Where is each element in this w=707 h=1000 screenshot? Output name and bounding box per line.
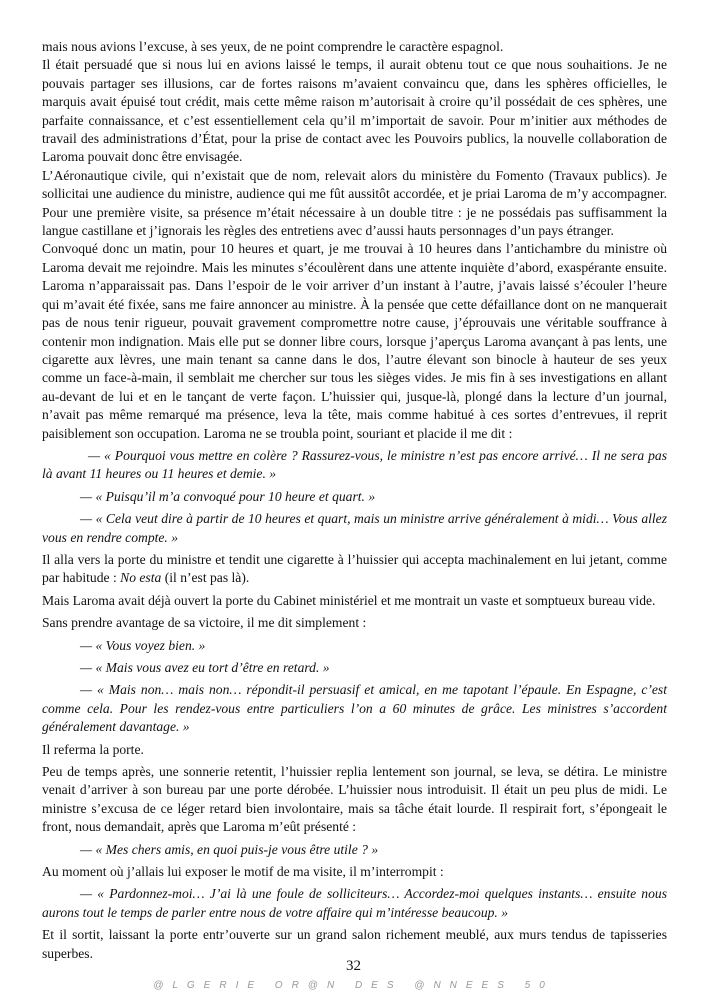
paragraph: mais nous avions l’excuse, à ses yeux, de ne point comprendre le caractère espagnol. xyxy=(42,39,504,54)
paragraph: Il était persuadé que si nous lui en avions laissé le temps, il aurait obtenu tout ce que nous souhaitions. Je ne pouvais partager ses illusions, car de fortes raisons m’avaient convaincu que, dans les sphères officielles, le marquis avait épuisé tout crédit, mais cette même raison m’autorisait à croire qu’il possédait de ces sphères, une parfaite connaissance, et c’est essentiellement cela qu’il m’importait de savoir. Pour m’initier aux méthodes de travail des administrations d’État, pour la prise de contact avec les Pouvoirs publics, la nouvelle collaboration de Laroma pouvait donc être envisagée. xyxy=(42,57,667,165)
paragraph: Au moment où j’allais lui exposer le motif de ma visite, il m’interrompit : xyxy=(42,864,444,880)
dialogue-quote: — « Mais vous avez eu tort d’être en retard. » xyxy=(80,660,330,675)
paragraph xyxy=(42,551,667,588)
dialogue-quote: — « Puisqu’il m’a convoqué pour 10 heure et quart. » xyxy=(80,488,376,504)
paragraph: Il referma la porte. xyxy=(42,741,144,757)
dialogue-quote: — « Pardonnez-moi… J’ai là une foule de solliciteurs… Accordez-moi quelques instants… ensuite nous aurons tout le temps de parler entre nous de votre affaire qui m’intéresse beaucoup. » xyxy=(42,886,667,920)
paragraph: L’Aéronautique civile, qui n’existait que de nom, relevait alors du ministère du Fomento (Travaux publics). Je sollicitai une audience du ministre, audience qui me fût aussitôt accordée, et je priai Laroma de m’y accompagner. Pour une première visite, sa présence m’était nécessaire à un double titre : je ne possédais pas suffisamment la langue castillane et j’ignorais les règles des entretiens avec d’aussi hauts personnages d’un pays étranger. xyxy=(42,167,667,239)
paragraph: Peu de temps après, une sonnerie retentit, l’huissier replia lentement son journal, se leva, se détira. Le ministre venait d’arriver à son bureau par une porte dérobée. L’huissier nous introduisit. Il était un peu plus de midi. Le ministre s’excusa de ce léger retard bien involontaire, mais sa tâche était lourde. Il respirait fort, s’épongeait le front, nous demandait, après que Laroma m’eût présenté : xyxy=(42,764,667,835)
paragraph-text: (il n’est pas là). xyxy=(161,570,250,586)
dialogue-quote: — « Mais non… mais non… répondit-il persuasif et amical, en me tapotant l’épaule. En Espagne, c’est comme cela. Pour les rendez-vous entre particuliers l’on a 60 minutes de grâce. Les ministres s’accordent généralement davantage. » xyxy=(42,682,667,735)
paragraph: Sans prendre avantage de sa victoire, il me dit simplement : xyxy=(42,615,367,631)
page-number: 32 xyxy=(346,958,361,974)
paragraph: Et il sortit, laissant la porte entr’ouverte sur un grand salon richement meublé, aux murs tendus de tapisseries superbes. xyxy=(42,927,667,961)
spanish-phrase: No esta xyxy=(120,570,162,586)
dialogue-quote: — « Vous voyez bien. » xyxy=(80,637,206,653)
footer-watermark: @LGERIE OR@N DES @NNEES 50 xyxy=(153,980,554,991)
dialogue-quote: — « Mes chers amis, en quoi puis-je vous être utile ? » xyxy=(80,841,379,857)
dialogue-quote: — « Pourquoi vous mettre en colère ? Rassurez-vous, le ministre n’est pas encore arrivé… Il ne sera pas là avant 11 heures ou 11 heures et demie. » xyxy=(42,447,667,482)
paragraph-text: Il alla vers la porte du ministre et tendit une cigarette à l’huissier qui accepta machinalement en lui jetant, comme par habitude : xyxy=(42,551,667,586)
paragraph: Convoqué donc un matin, pour 10 heures et quart, je me trouvai à 10 heures dans l’antichambre du ministre où Laroma devait me rejoindre. Mais les minutes s’écoulèrent dans une attente inquiète d’abord, exaspérante ensuite. Laroma n’apparaissait pas. Dans l’espoir de le voir arriver d’un instant à l’autre, j’avais laissé s’écouler l’heure qui m’avait été fixée, sans me faire annoncer au ministre. À la pensée que cette défaillance dont on ne manquerait pas de nous tenir rigueur, pouvait gravement compromettre notre cause, j’éprouvais une véritable souffrance à contenir mon indignation. Mais elle put se donner libre cours, lorsque j’aperçus Laroma avançant à pas lents, une cigarette aux lèvres, une main tenant sa canne dans le dos, l’autre élevant son binocle à hauteur de ses yeux comme un face-à-main, il semblait me chercher sur tous les sièges vides. Je mis fin à ses investigations en allant au-devant de lui et en le tançant de verte façon. L’huissier qui, jusque-là, plongé dans la lecture d’un journal, n’avait pas même remarqué ma présence, leva la tête, mais comme habitué à ces sortes d’entrevues, il reprit paisiblement son occupation. Laroma ne se troubla point, souriant et placide il me dit : xyxy=(42,241,667,441)
body-text xyxy=(42,38,667,963)
paragraph: Mais Laroma avait déjà ouvert la porte du Cabinet ministériel et me montrait un vaste et somptueux bureau vide. xyxy=(42,592,656,608)
dialogue-quote: — « Cela veut dire à partir de 10 heures et quart, mais un ministre arrive généralement à midi… Vous allez vous en rendre compte. » xyxy=(42,511,667,545)
